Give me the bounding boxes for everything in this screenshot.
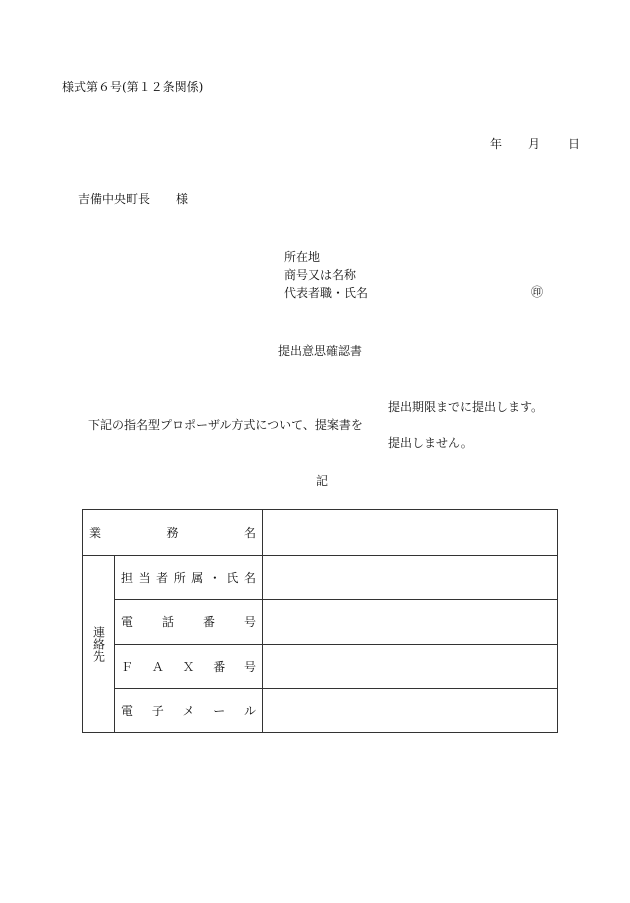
fax-number-label: Ｆ Ａ Ｘ 番 号 (115, 644, 263, 688)
business-name-label: 業 務 名 (83, 510, 263, 556)
table-row (83, 600, 558, 644)
date-line (490, 137, 580, 151)
contact-label: 連絡先 (91, 626, 106, 663)
representative-label: 代表者職・氏名 (284, 286, 369, 300)
contact-label-cell (83, 556, 115, 733)
contact-info-table (82, 509, 558, 733)
business-name-value[interactable] (263, 510, 558, 556)
addressee-name: 吉備中央町長 (78, 192, 151, 206)
date-day-label: 日 (568, 137, 581, 151)
seal-mark-icon: ㊞ (531, 285, 544, 299)
table-row (83, 556, 558, 600)
option-no-submit-text: 提出しません。 (388, 436, 473, 450)
ki-heading: 記 (316, 474, 329, 488)
addressee (78, 192, 188, 206)
phone-number-label: 電 話 番 号 (115, 600, 263, 644)
applicant-block (284, 248, 368, 302)
page-title: 提出意思確認書 (278, 344, 363, 358)
fax-number-value[interactable] (263, 644, 558, 688)
form-number: 様式第６号(第１２条関係) (62, 80, 204, 94)
table-row (83, 688, 558, 732)
table-row (83, 510, 558, 556)
email-label: 電 子 メ ー ル (115, 688, 263, 732)
person-in-charge-label: 担 当 者 所 属 ・ 氏 名 (115, 556, 263, 600)
phone-number-value[interactable] (263, 600, 558, 644)
address-label: 所在地 (284, 250, 321, 264)
person-in-charge-value[interactable] (263, 556, 558, 600)
company-name-label: 商号又は名称 (284, 268, 357, 282)
email-value[interactable] (263, 688, 558, 732)
option-submit-text: 提出期限までに提出します。 (388, 400, 544, 414)
table-row (83, 644, 558, 688)
statement-main-text: 下記の指名型プロポーザル方式について、提案書を (88, 418, 363, 432)
date-month-label: 月 (528, 137, 541, 151)
date-year-label: 年 (490, 137, 503, 151)
addressee-honorific: 様 (176, 192, 189, 206)
